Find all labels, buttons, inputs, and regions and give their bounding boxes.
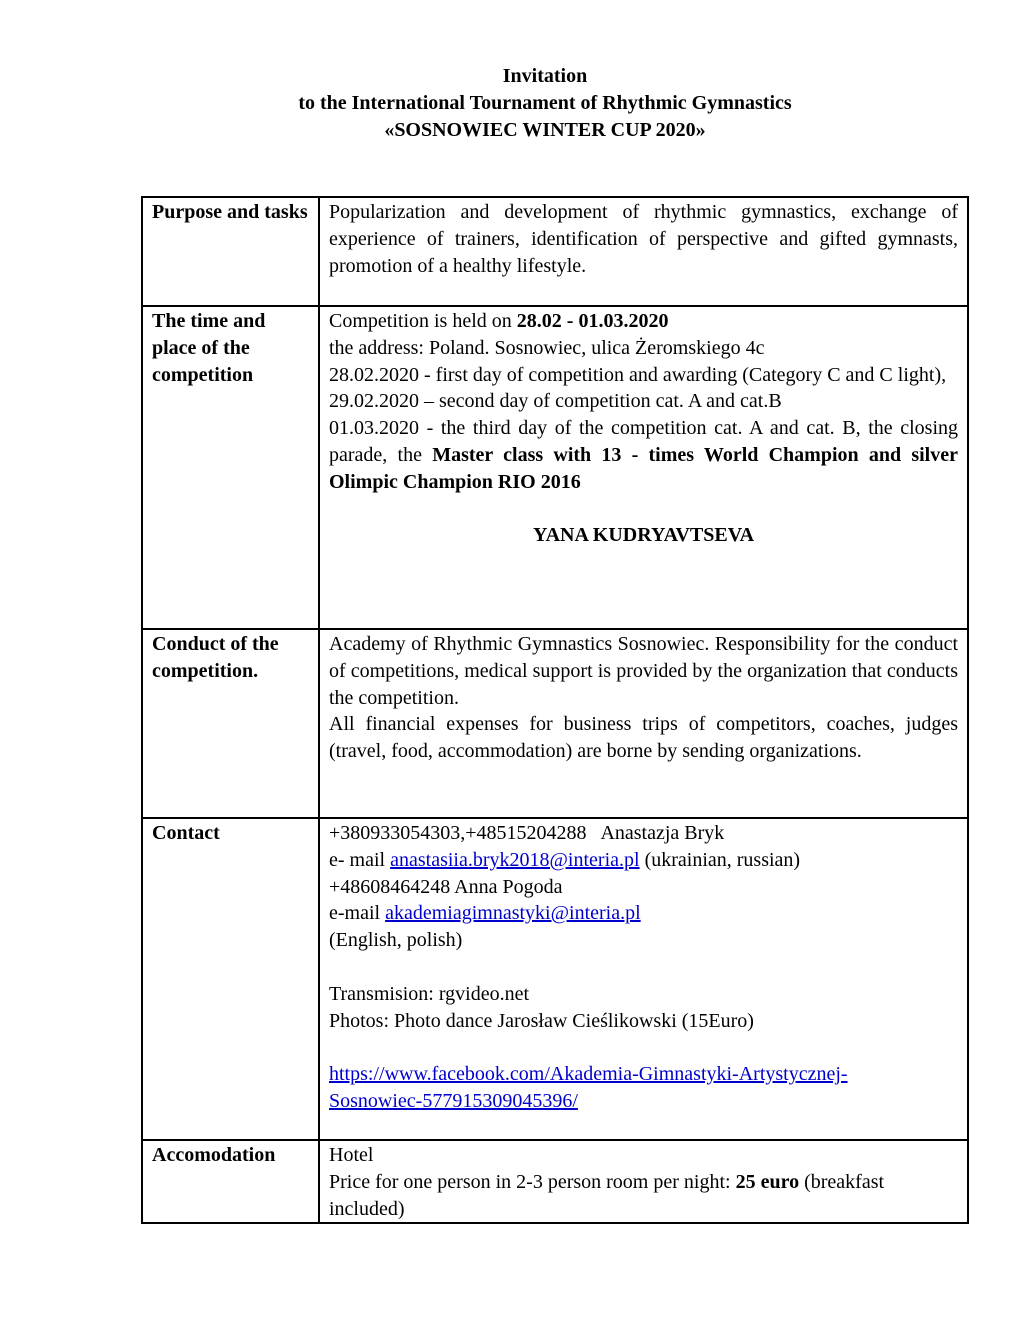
accommodation-price-line (329, 1169, 958, 1223)
email2-prefix: e-mail (329, 902, 386, 925)
conduct-content (319, 629, 968, 818)
contact-content (319, 818, 968, 1140)
header-event-name: «SOSNOWIEC WINTER CUP 2020» (384, 119, 706, 141)
price-value: 25 euro (735, 1170, 800, 1193)
held-dates: 28.02 - 01.03.2020 (516, 310, 669, 332)
contact-languages2: (English, polish) (329, 929, 463, 952)
email1-link[interactable]: anastasiia.bryk2018@interia.pl (390, 848, 640, 871)
contact-phone2: +48608464248 Anna Pogoda (329, 875, 563, 898)
price-suffix: (breakfast included) (329, 1170, 885, 1220)
contact-transmission: Transmision: rgvideo.net (329, 982, 530, 1005)
accommodation-content (319, 1140, 968, 1223)
conduct-para2: All financial expenses for business trips of competitors, coaches, judges (travel, food, accommodation) are borne by sending organizations. (329, 713, 958, 763)
day3-masterclass: Master class with 13 - times World Champion and silver Olimpic Champion RIO 2016 (329, 443, 958, 493)
contact-email2-line (329, 900, 958, 927)
row-accommodation (142, 1140, 968, 1223)
conduct-label: Conduct of the competition. (142, 629, 319, 818)
facebook-link-block (329, 1061, 958, 1115)
header-title: Invitation (502, 65, 588, 87)
contact-email1-line (329, 847, 958, 874)
contact-photos: Photos: Photo dance Jarosław Cieślikowski (15Euro) (329, 1009, 754, 1032)
held-line (329, 308, 958, 335)
accommodation-hotel: Hotel (329, 1144, 374, 1166)
purpose-label: Purpose and tasks (142, 197, 319, 306)
spacer (329, 954, 958, 981)
purpose-text: Popularization and development of rhythmic gymnastics, exchange of experience of trainers, identification of perspective and gifted gymnasts, promotion of a healthy lifestyle. (329, 201, 958, 277)
accommodation-label: Accomodation (142, 1140, 319, 1223)
row-contact (142, 818, 968, 1140)
conduct-para1: Academy of Rhythmic Gymnastics Sosnowiec. Responsibility for the conduct of competitions, medical support is provided by the organization that conducts the competition. (329, 633, 958, 709)
day3-line (329, 415, 958, 495)
row-conduct (142, 629, 968, 818)
facebook-link-line2[interactable]: Sosnowiec-577915309045396/ (329, 1089, 578, 1112)
email2-link[interactable]: akademiagimnastyki@interia.pl (385, 902, 641, 925)
contact-label: Contact (142, 818, 319, 1140)
champion-name: YANA KUDRYAVTSEVA (532, 524, 755, 547)
time-place-content (319, 306, 968, 629)
day3-prefix: 01.03.2020 - the third day of the competition cat. A and cat. B, the closing parade, the (329, 417, 958, 466)
email1-prefix: e- mail (329, 848, 391, 871)
document-header (0, 63, 1020, 144)
header-subtitle: to the International Tournament of Rhythmic Gymnastics (298, 92, 792, 114)
price-prefix: Price for one person in 2-3 person room per night: (329, 1170, 736, 1193)
row-time-place (142, 306, 968, 629)
time-place-label: The time and place of the competition (142, 306, 319, 629)
facebook-link-line1[interactable]: https://www.facebook.com/Akademia-Gimnastyki-Artystycznej- (329, 1063, 848, 1086)
contact-phone1: +380933054303,+48515204288 Anastazja Bryk (329, 822, 725, 844)
day2-line: 29.02.2020 – second day of competition cat. A and cat.B (329, 390, 782, 413)
invitation-table (141, 196, 969, 1224)
purpose-content (319, 197, 968, 306)
held-prefix: Competition is held on (329, 310, 517, 332)
day1-line: 28.02.2020 - first day of competition and awarding (Category C and C light), (329, 363, 947, 386)
address-line: the address: Poland. Sosnowiec, ulica Żeromskiego 4c (329, 336, 765, 359)
row-purpose (142, 197, 968, 306)
spacer (329, 496, 958, 523)
spacer (329, 1034, 958, 1061)
email1-suffix: (ukrainian, russian) (639, 848, 801, 871)
